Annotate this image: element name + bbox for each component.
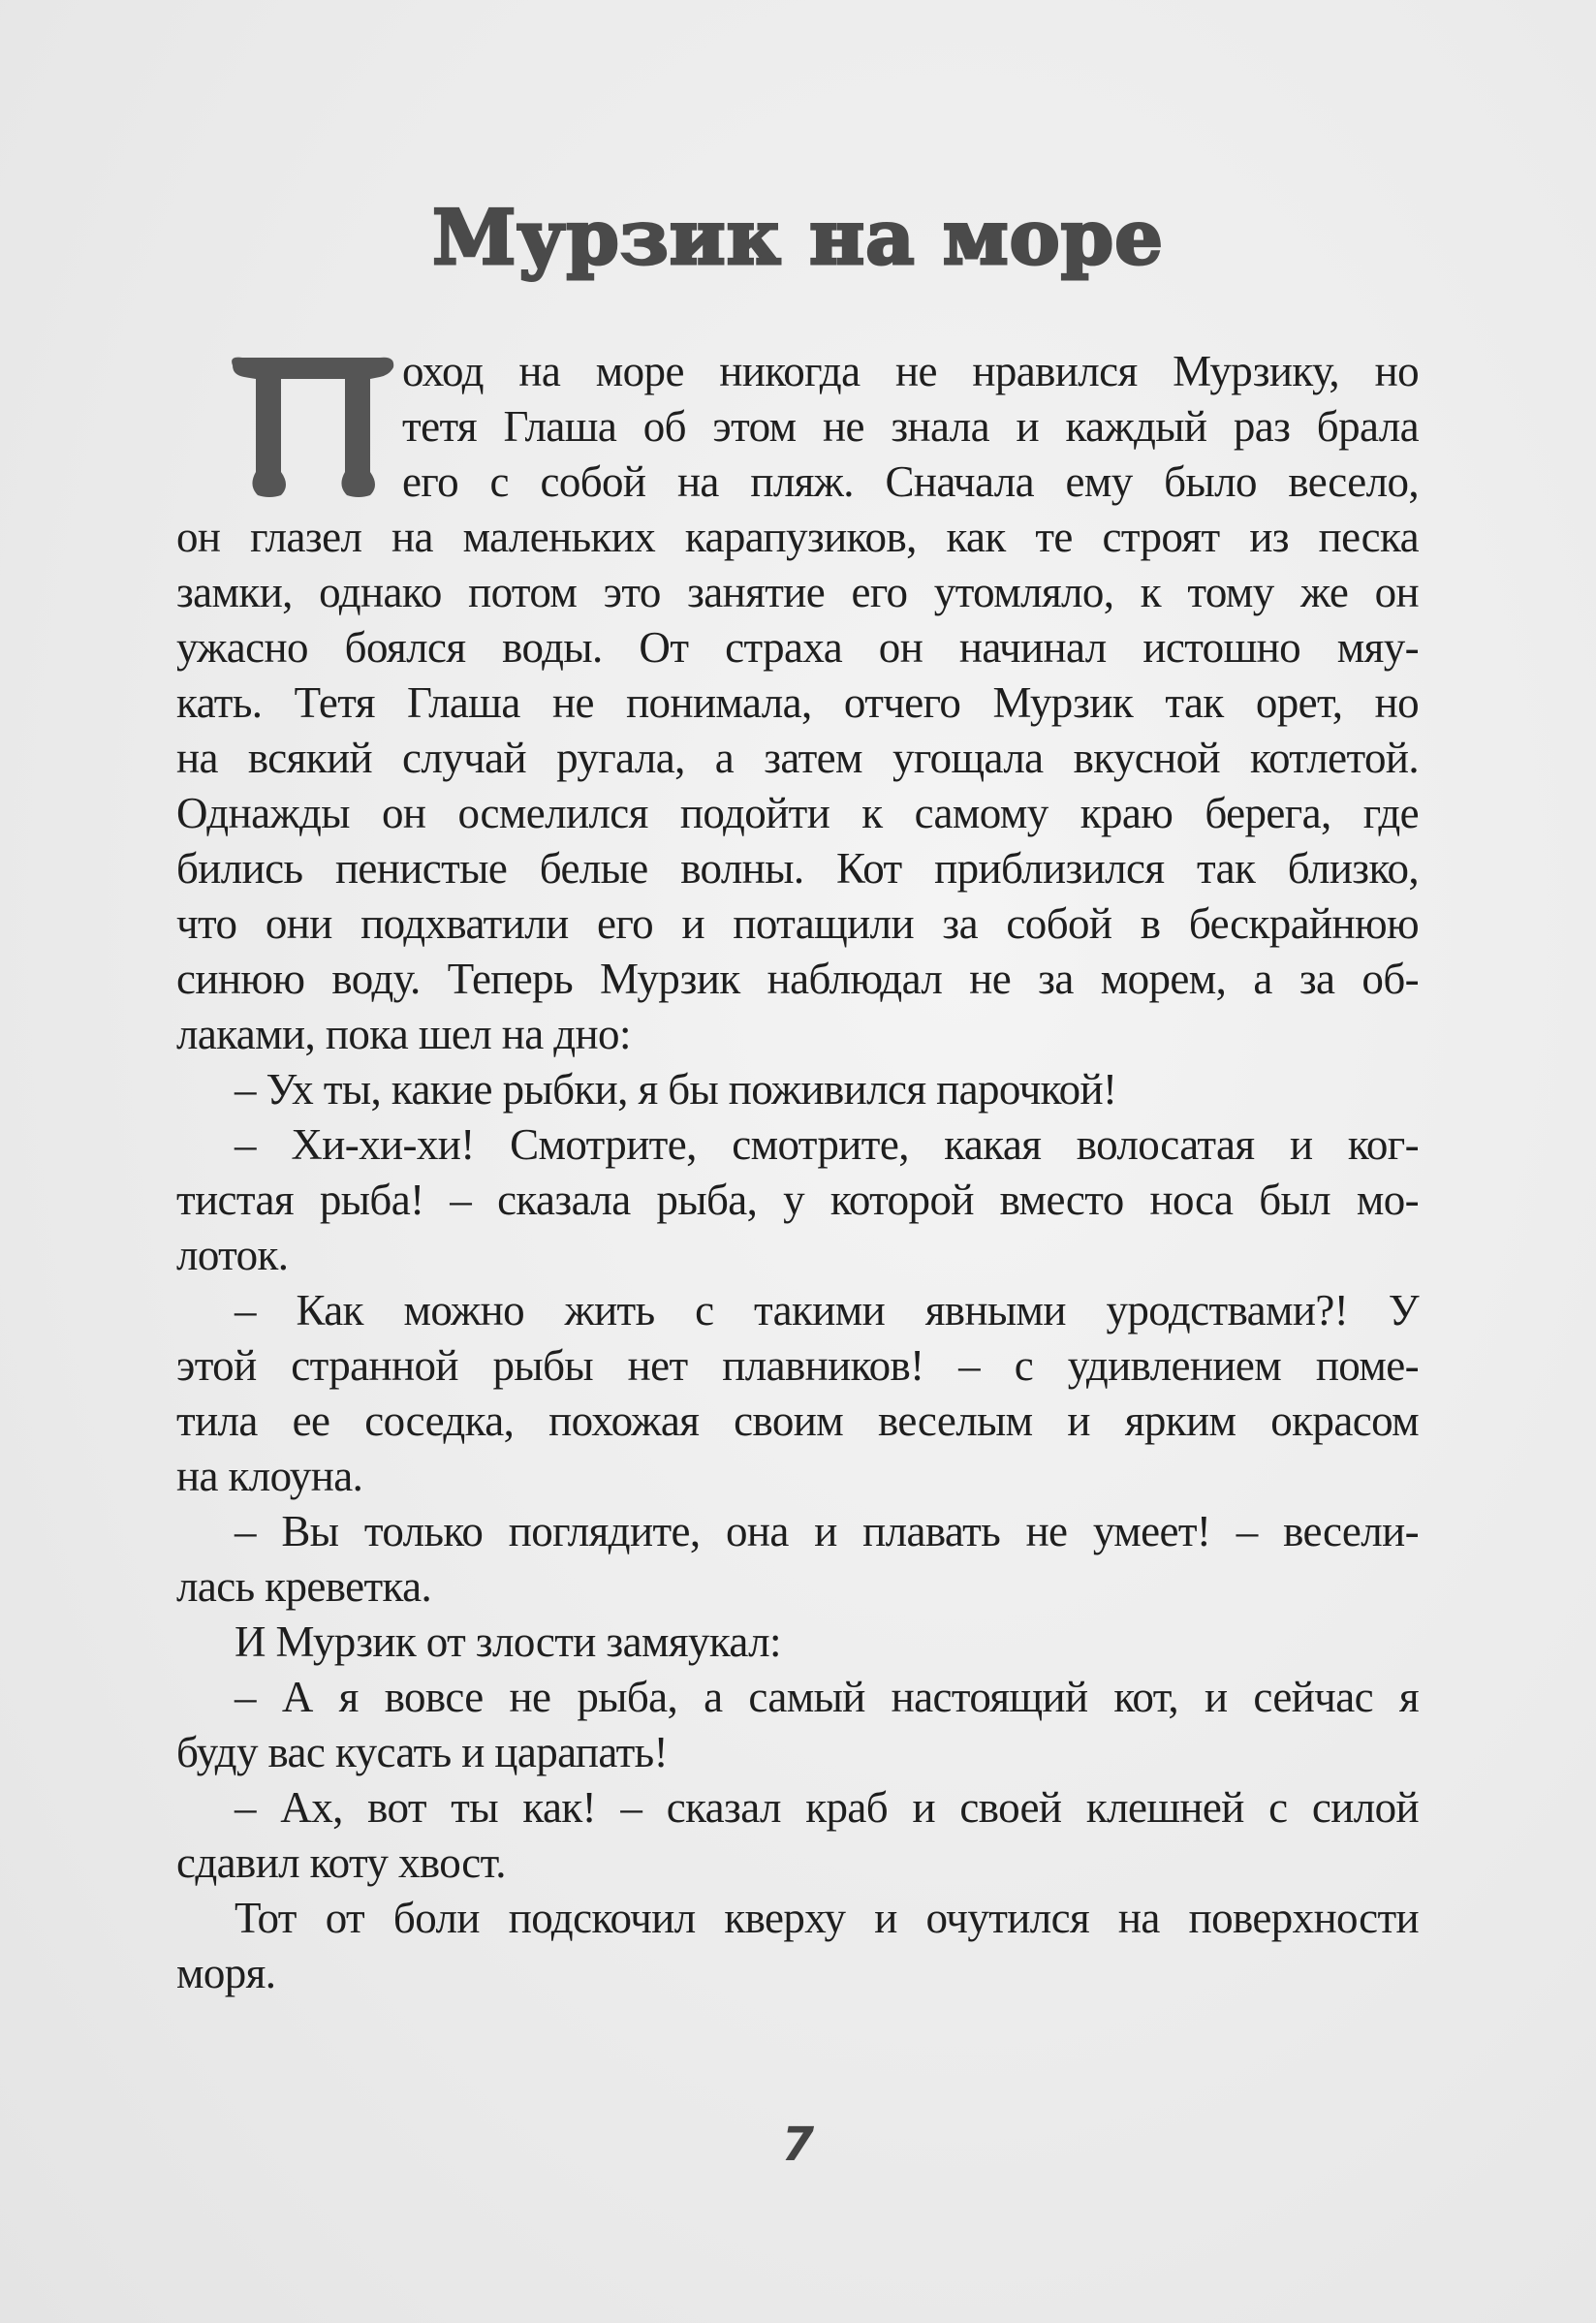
- drop-cap-letter: [225, 354, 399, 499]
- text-line: – Хи-хи-хи! Смотрите, смотрите, какая волосатая и ког-: [235, 1120, 1419, 1169]
- text-line: – Как можно жить с такими явными уродствами?! У: [235, 1286, 1419, 1334]
- text-line: лась креветка.: [176, 1562, 432, 1611]
- text-line: этой странной рыбы нет плавников! – с удивлением поме-: [176, 1341, 1419, 1390]
- text-line: сдавил коту хвост.: [176, 1838, 506, 1887]
- text-line: – Ух ты, какие рыбки, я бы поживился парочкой!: [235, 1065, 1117, 1114]
- text-line: – А я вовсе не рыба, а самый настоящий кот, и сейчас я: [235, 1673, 1419, 1721]
- text-line: на клоуна.: [176, 1452, 363, 1500]
- page-number: 7: [781, 2118, 815, 2172]
- text-line: – Вы только поглядите, она и плавать не умеет! – весели-: [235, 1507, 1419, 1555]
- text-line: бились пенистые белые волны. Кот приблизился так близко,: [176, 844, 1419, 893]
- story-title: Мурзик на море: [432, 194, 1164, 282]
- text-line: моря.: [176, 1949, 276, 1997]
- text-line: он глазел на маленьких карапузиков, как те строят из песка: [176, 513, 1419, 561]
- text-line: синюю воду. Теперь Мурзик наблюдал не за морем, а за об-: [176, 955, 1419, 1003]
- text-line: – Ах, вот ты как! – сказал краб и своей клешней с силой: [235, 1783, 1419, 1832]
- text-line: что они подхватили его и потащили за собой в бескрайнюю: [176, 899, 1419, 948]
- text-line: тила ее соседка, похожая своим веселым и ярким окрасом: [176, 1397, 1419, 1445]
- text-line: Однажды он осмелился подойти к самому краю берега, где: [176, 789, 1419, 837]
- text-line: буду вас кусать и царапать!: [176, 1728, 668, 1776]
- text-line: его с собой на пляж. Сначала ему было весело,: [402, 457, 1419, 506]
- text-line: кать. Тетя Глаша не понимала, отчего Мурзик так орет, но: [176, 678, 1419, 727]
- text-line: лаками, пока шел на дно:: [176, 1010, 631, 1058]
- text-line: тистая рыба! – сказала рыба, у которой вместо носа был мо-: [176, 1176, 1419, 1224]
- text-line: И Мурзик от злости замяукал:: [235, 1617, 781, 1666]
- text-line: лоток.: [176, 1231, 289, 1279]
- text-line: замки, однако потом это занятие его утомляло, к тому же он: [176, 568, 1419, 616]
- text-line: оход на море никогда не нравился Мурзику, но: [402, 347, 1419, 395]
- text-line: ужасно боялся воды. От страха он начинал истошно мяу-: [176, 623, 1419, 672]
- text-line: на всякий случай ругала, а затем угощала вкусной котлетой.: [176, 734, 1419, 782]
- text-line: Тот от боли подскочил кверху и очутился на поверхности: [235, 1894, 1419, 1942]
- text-line: тетя Глаша об этом не знала и каждый раз брала: [402, 402, 1419, 451]
